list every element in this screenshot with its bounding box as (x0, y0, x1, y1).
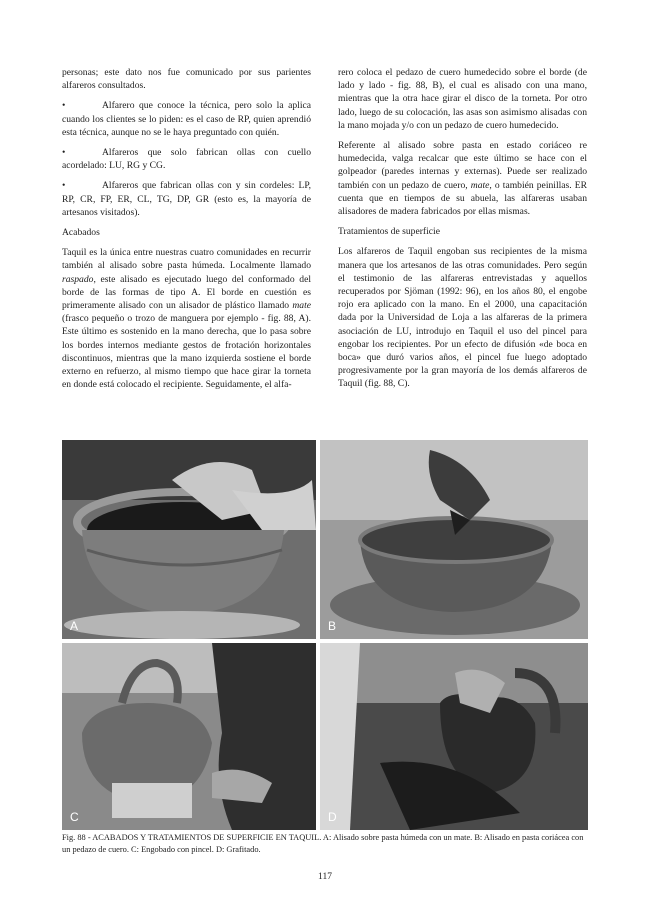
figure-88 (62, 440, 588, 830)
paragraph (338, 139, 587, 218)
photo-panel-a (62, 440, 316, 639)
emphasis-term: mate (470, 179, 490, 191)
bullet-symbol: • (62, 100, 66, 112)
panel-label-c: C (70, 810, 79, 824)
bullet-text: Alfareros que fabrican ollas con y sin cordeles: LP, RP, CR, FP, ER, CL, TG, DP, GR (esto es, la mayoría de artesanos visitados). (62, 180, 311, 218)
page-number: 117 (318, 872, 332, 882)
text-run: Referente al alisado sobre pasta en estado coriáceo re humedecida, valga recalcar que este último se hace con el golpeador (paredes internas y externas). Puede ser realizado también con un pedazo de cuero, (338, 140, 587, 191)
bullet-symbol: • (62, 147, 66, 159)
paragraph: Los alfareros de Taquil engoban sus recipientes de la misma manera que los artesanos de las otras comunidades. Pero según el testimonio de las alfareras entrevistadas y aquellos recuperados por Sjöman (1992: 96), en los años 80, el engobe rojo era aplicado con la mano. En el 2000, una capacitación dada por la Universidad de Loja a las alfareras de la primera asociación de LU, introdujo en Taquil el uso del pincel para engobar los recipientes. Por un efecto de difusión «de boca en boca» que duró varios años, el pincel fue luego adoptado progresivamente por la gran mayoría de los demás alfareros de Taquil (fig. 88, C). (338, 246, 587, 390)
right-text-column (338, 66, 587, 398)
figure-caption: Fig. 88 - ACABADOS Y TRATAMIENTOS DE SUPERFICIE EN TAQUIL. A: Alisado sobre pasta húmeda con un mate. B: Alisado en pasta coriácea con un pedazo de cuero. C: Engobado con pincel. D: Grafitado. (62, 833, 584, 854)
photo-panel-d (320, 643, 588, 830)
paragraph: rero coloca el pedazo de cuero humedecido sobre el borde (de lado y lado - fig. 88, B), el cual es alisado con una mano, mientras que la otra hace girar el disco de la torneta. Por otro lado, luego de su colocación, las asas son asimismo alisadas con la mano mojada y/o con un pedazo de cuero humedecido. (338, 67, 587, 131)
text-run: , o también peinillas. ER cuenta que en tiempos de su abuela, las alfareras usaban alisadores de madera fabricados por ellas mismas. (338, 179, 588, 218)
left-text-column (62, 66, 311, 398)
bullet-symbol: • (62, 180, 66, 192)
text-run: (frasco pequeño o trozo de manguera por ejemplo - fig. 88, A). Este último es sostenido en la mano derecha, que lo pasa sobre los bordes internos mediante gestos de frotación horizontales discontinuos, mientras que la mano izquierda sostiene el borde externo en refuerzo, al mismo tiempo que hace girar la torneta en donde está colocado el recipiente. Seguidamente, el alfa- (62, 313, 311, 391)
bullet-text: Alfarero que conoce la técnica, pero solo la aplica cuando los clientes se lo piden: es el caso de RP, quien aprendió esta técnica, aunque no se le haya preguntado con quién. (62, 100, 311, 138)
emphasis-term: raspado (62, 273, 94, 285)
paragraph: personas; este dato nos fue comunicado por sus parientes alfareros consultados. (62, 67, 311, 92)
paragraph (62, 246, 311, 391)
section-heading-tratamientos: Tratamientos de superficie (338, 226, 440, 238)
text-run: , este alisado es ejecutado luego del conformado del borde de las formas de tipo A. El borde en cuestión es primeramente alisado con un alisador de plástico llamado (62, 273, 311, 312)
photo-panel-b (320, 440, 588, 639)
text-run: Taquil es la única entre nuestras cuatro comunidades en recurrir también al alisado sobre pasta húmeda. Localmente llamado (62, 247, 311, 272)
bullet-item (62, 146, 311, 172)
section-heading-acabados: Acabados (62, 227, 100, 239)
panel-label-b: B (328, 619, 337, 633)
emphasis-term: mate (292, 300, 311, 312)
bullet-item (62, 179, 311, 219)
panel-label-d: D (328, 810, 337, 824)
photo-panel-c (62, 643, 316, 830)
bullet-item (62, 99, 311, 139)
panel-label-a: A (70, 619, 79, 633)
bullet-text: Alfareros que solo fabrican ollas con cuello acordelado: LU, RG y CG. (62, 147, 311, 172)
